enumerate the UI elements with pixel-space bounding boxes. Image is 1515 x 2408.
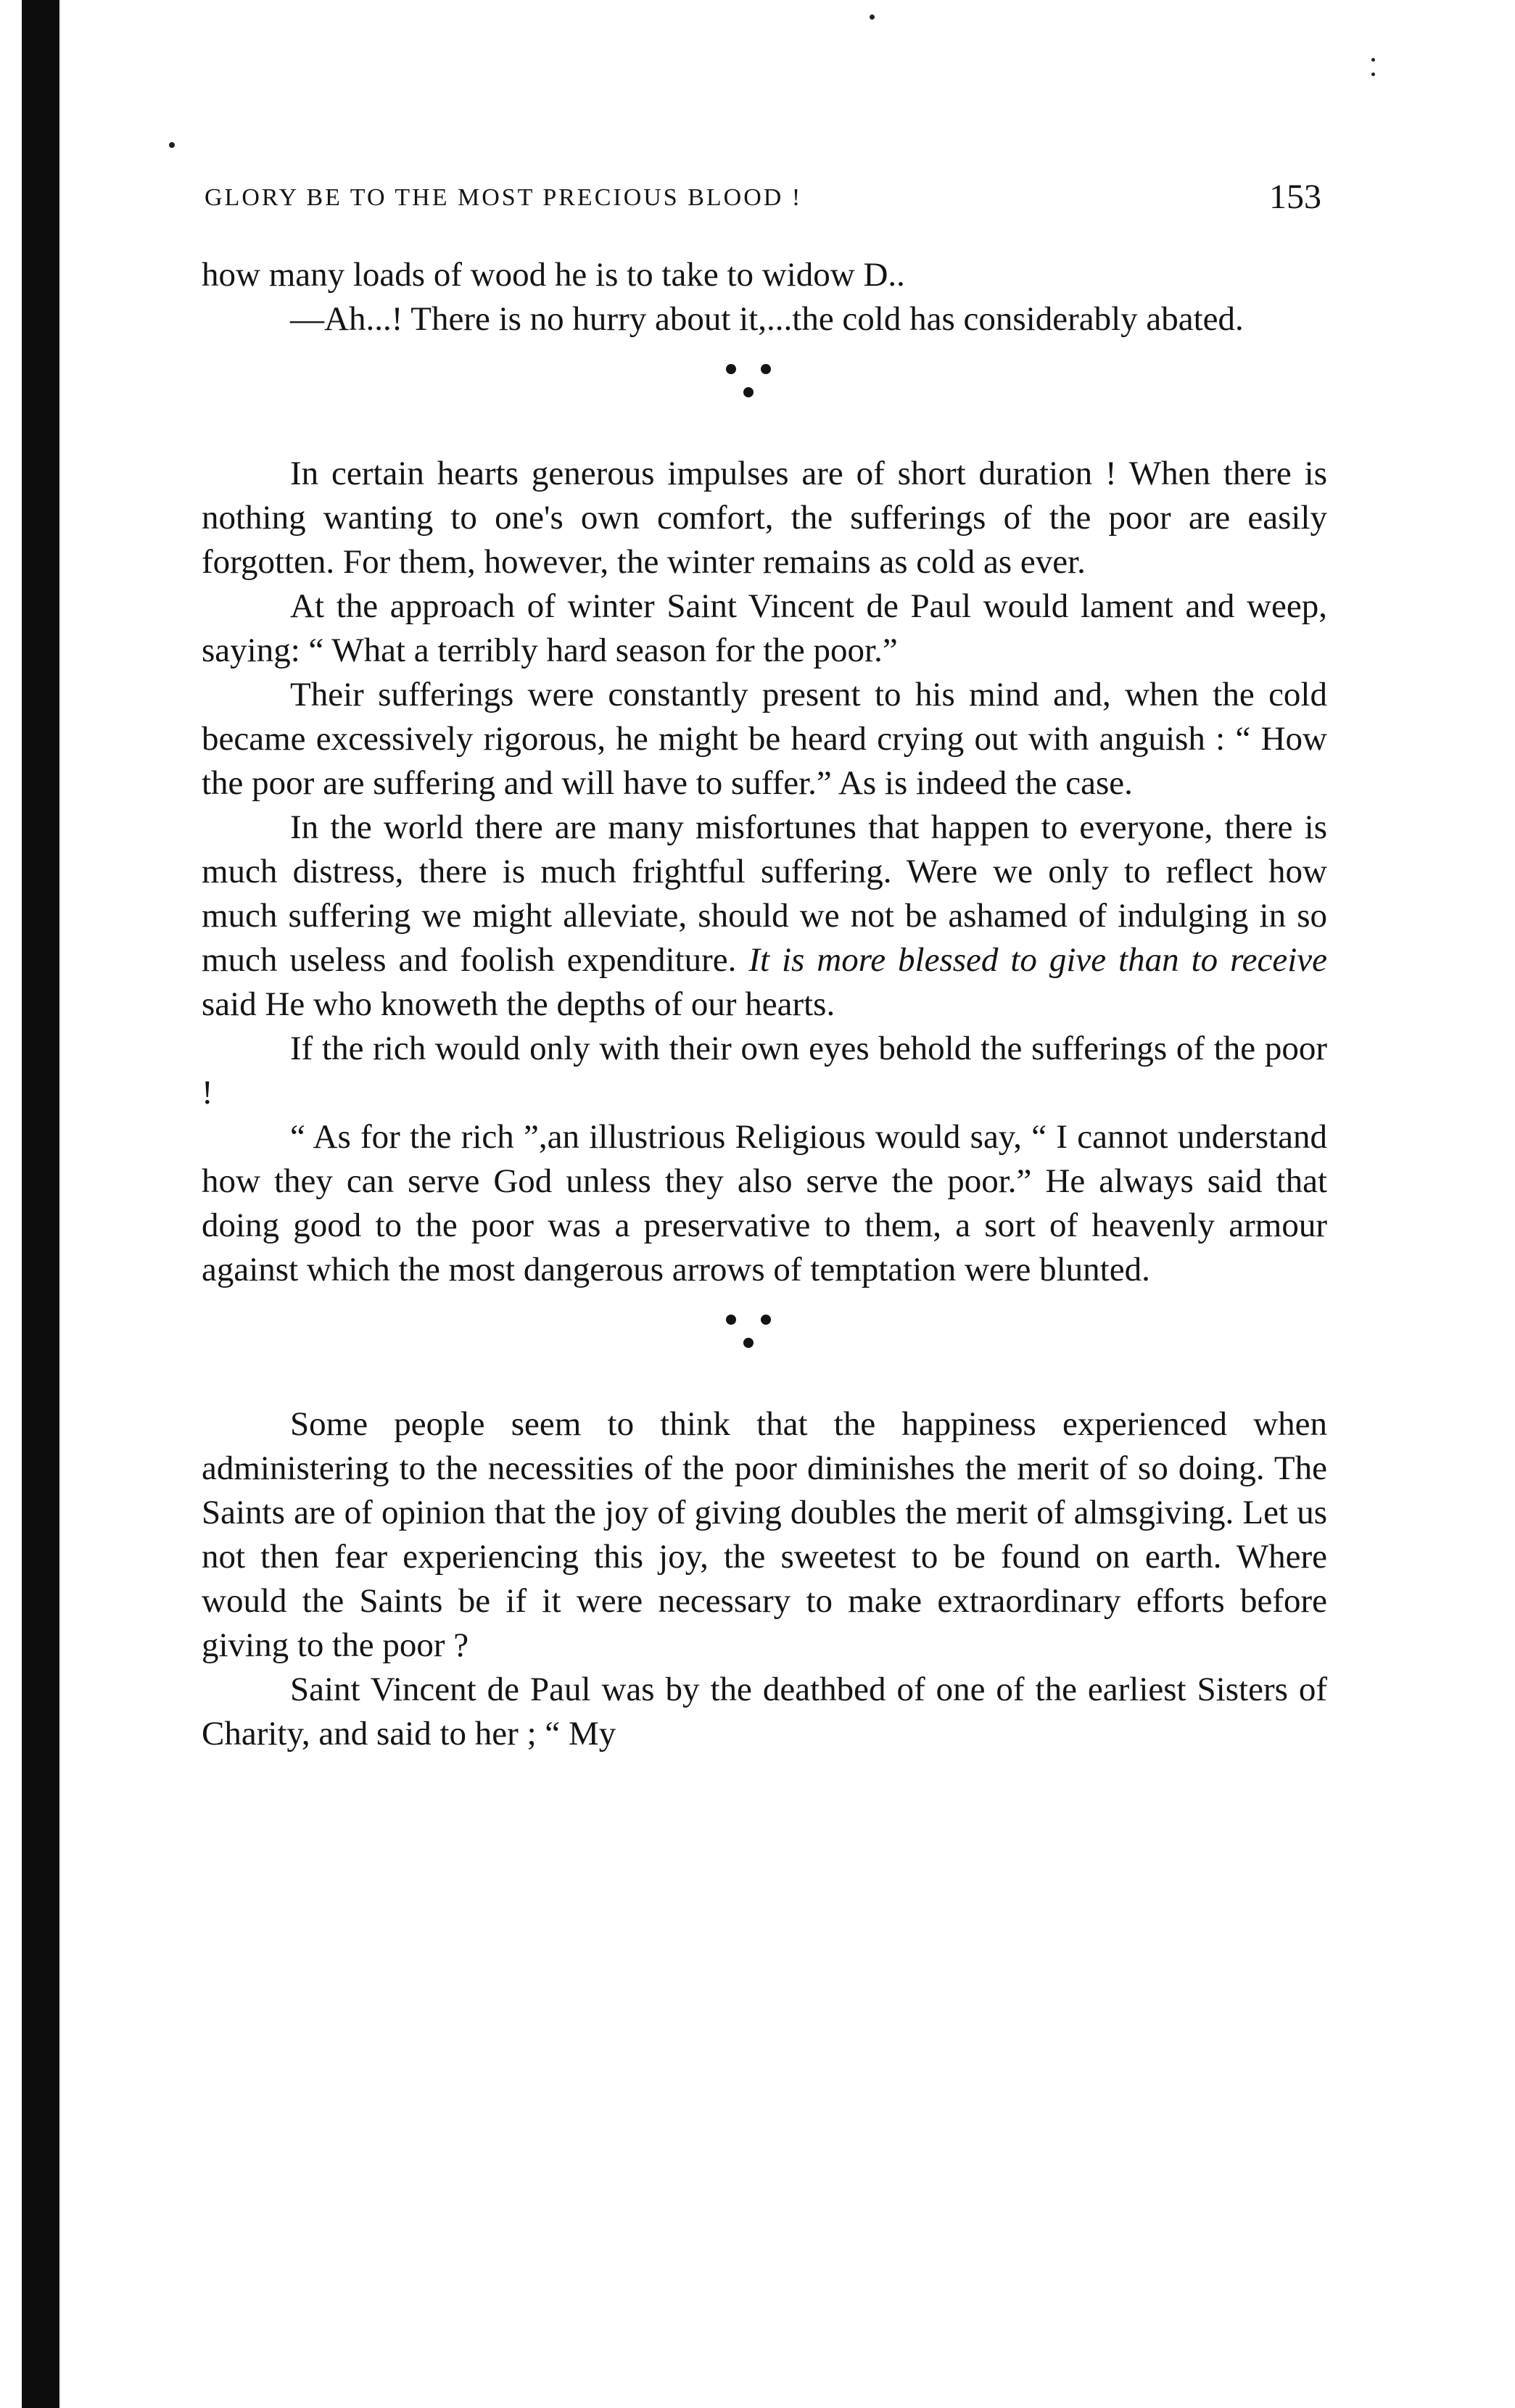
paragraph: [202, 806, 1327, 1027]
paragraph: If the rich would only with their own eyes behold the sufferings of the poor !: [202, 1030, 1327, 1112]
page-body: [202, 253, 1327, 1756]
scan-speck: [870, 15, 875, 20]
page-number: 153: [1269, 178, 1321, 216]
scan-speck: [1371, 73, 1375, 76]
paragraph: Their sufferings were constantly present to his mind and, when the cold became excessively rigorous, he might be heard crying out with anguish : “ How the poor are suffering and will have to suffer.” As is indeed the case.: [202, 676, 1327, 802]
page-header: [205, 177, 1321, 228]
section-break: [202, 342, 1327, 452]
scan-speck: [1371, 58, 1375, 62]
text-run: said He who knoweth the depths of our hearts.: [202, 985, 835, 1023]
paragraph: Some people seem to think that the happiness experienced when administering to the necessities of the poor diminishes the merit of so doing. The Saints are of opinion that the joy of giving doubles the merit of almsgiving. Let us not then fear experiencing this joy, the sweetest to be found on earth. Where would the Saints be if it were necessary to make extraordinary efforts before giving to the poor ?: [202, 1405, 1327, 1664]
paragraph: In certain hearts generous impulses are of short duration ! When there is nothing wanting to one's own comfort, the sufferings of the poor are easily forgotten. For them, however, the winter remains as cold as ever.: [202, 455, 1327, 581]
asterism-ornament: [719, 1308, 777, 1359]
paragraph: At the approach of winter Saint Vincent de Paul would lament and weep, saying: “ What a terribly hard season for the poor.”: [202, 587, 1327, 669]
asterism-ornament: [719, 357, 777, 408]
section-break: [202, 1292, 1327, 1402]
paragraph: —Ah...! There is no hurry about it,...the cold has considerably abated.: [290, 300, 1244, 338]
scan-speck: [169, 142, 175, 148]
paragraph: “ As for the rich ”,an illustrious Religious would say, “ I cannot understand how they can serve God unless they also serve the poor.” He always said that doing good to the poor was a preservative to them, a sort of heavenly armour against which the most dangerous arrows of temptation were blunted.: [202, 1118, 1327, 1288]
text-run: In the world there are many misfortunes that happen to everyone, there is much distress, there is much frightful suffering. Were we only to reflect how much suffering we might alleviate, should we not be ashamed of indulging in so much useless and foolish expenditure.: [202, 808, 1327, 979]
scan-edge-bar: [22, 0, 59, 2408]
paragraph: Saint Vincent de Paul was by the deathbed of one of the earliest Sisters of Charity, and said to her ; “ My: [202, 1671, 1327, 1753]
scripture-quote: It is more blessed to give than to receive: [748, 941, 1327, 979]
running-title: GLORY BE TO THE MOST PRECIOUS BLOOD !: [205, 184, 803, 211]
paragraph: how many loads of wood he is to take to widow D..: [202, 256, 905, 294]
